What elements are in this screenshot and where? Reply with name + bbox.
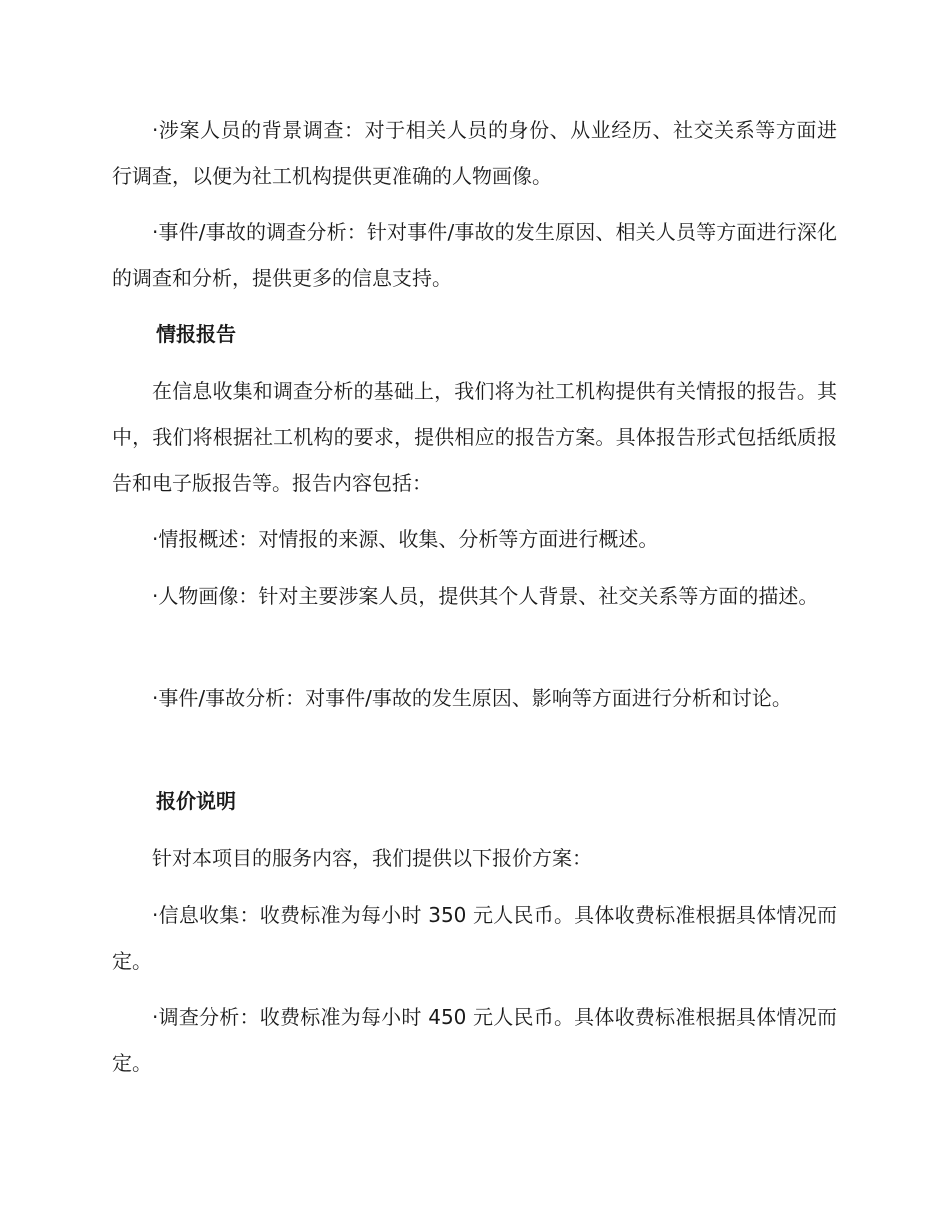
- paragraph-intelligence-overview: ·情报概述：对情报的来源、收集、分析等方面进行概述。: [152, 527, 659, 551]
- paragraph-pricing-intro: 针对本项目的服务内容，我们提供以下报价方案：: [152, 846, 592, 870]
- paragraph-report-intro: 在信息收集和调查分析的基础上，我们将为社工机构提供有关情报的报告。其中，我们将根据社工机构的要求，提供相应的报告方案。具体报告形式包括纸质报告和电子版报告等。报告内容包括：: [112, 379, 837, 495]
- paragraph-background-investigation: ·涉案人员的背景调查：对于相关人员的身份、从业经历、社交关系等方面进行调查，以便为社工机构提供更准确的人物画像。: [112, 118, 837, 188]
- paragraph-price-investigation: ·调查分析：收费标准为每小时 450 元人民币。具体收费标准根据具体情况而定。: [112, 1005, 837, 1075]
- heading-pricing: 报价说明: [156, 789, 236, 813]
- paragraph-incident-report: ·事件/事故分析：对事件/事故的发生原因、影响等方面进行分析和讨论。: [152, 686, 792, 710]
- heading-intelligence-report: 情报报告: [156, 322, 236, 346]
- paragraph-price-info-collection: ·信息收集：收费标准为每小时 350 元人民币。具体收费标准根据具体情况而定。: [112, 903, 837, 973]
- paragraph-incident-analysis: ·事件/事故的调查分析：针对事件/事故的发生原因、相关人员等方面进行深化的调查和分析，提供更多的信息支持。: [112, 220, 837, 290]
- paragraph-person-profile: ·人物画像：针对主要涉案人员，提供其个人背景、社交关系等方面的描述。: [152, 584, 819, 608]
